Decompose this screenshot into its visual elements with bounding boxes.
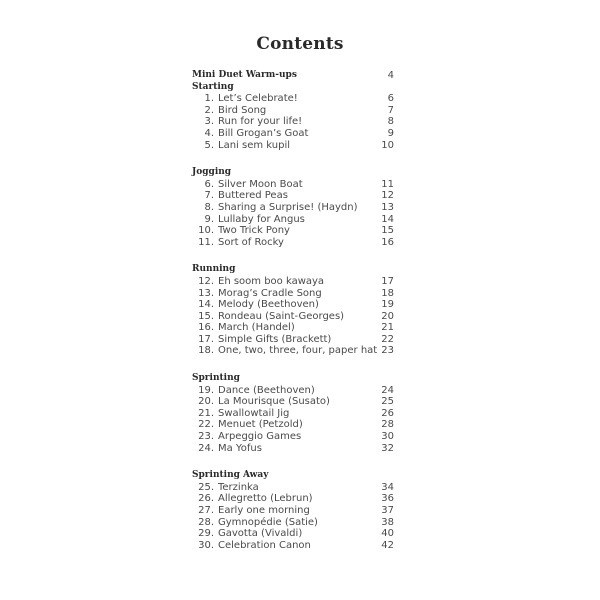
- page-title: Contents: [256, 34, 344, 54]
- section-heading-label: Starting: [192, 81, 234, 92]
- toc-section-running: [192, 264, 402, 357]
- toc-entry: [192, 288, 402, 300]
- entry-title: La Mourisque (Susato): [218, 396, 330, 408]
- page-number: 15: [381, 225, 394, 237]
- toc-entry: [192, 334, 402, 346]
- entry-title: Lani sem kupil: [218, 139, 291, 151]
- entry-title: Bird Song: [218, 104, 267, 116]
- page-number: 34: [381, 481, 394, 493]
- section-heading-label: Running: [192, 264, 236, 275]
- page-number: 16: [381, 236, 394, 248]
- page-number: 19: [381, 299, 394, 311]
- page-number: 28: [381, 419, 394, 431]
- entry-title: Bill Grogan’s Goat: [218, 127, 309, 139]
- table-of-contents: [192, 70, 402, 551]
- toc-entry: [192, 431, 402, 443]
- entry-title: Buttered Peas: [218, 190, 288, 202]
- toc-entry: [192, 179, 402, 191]
- toc-section-starting: [192, 82, 402, 152]
- entry-title: March (Handel): [218, 322, 295, 334]
- toc-entry: [192, 237, 402, 249]
- entry-title: Gavotta (Vivaldi): [218, 528, 303, 540]
- toc-entry: [192, 493, 402, 505]
- page-number: 18: [381, 287, 394, 299]
- entry-title: Swallowtail Jig: [218, 407, 290, 419]
- entry-number: 13.: [198, 287, 214, 299]
- section-heading: [192, 167, 402, 179]
- page-number: 6: [387, 93, 394, 105]
- entry-number: 18.: [198, 345, 214, 357]
- page-number: 25: [381, 396, 394, 408]
- page-number: 14: [381, 213, 394, 225]
- entry-number: 23.: [198, 431, 214, 443]
- entry-number: 8.: [204, 201, 214, 213]
- entry-title: Silver Moon Boat: [218, 178, 303, 190]
- section-heading-label: Sprinting: [192, 373, 240, 384]
- section-heading-label: Jogging: [192, 167, 232, 178]
- page-number: 32: [381, 442, 394, 454]
- toc-section-sprinting: [192, 373, 402, 454]
- toc-entry: [192, 116, 402, 128]
- page-number: 10: [381, 139, 394, 151]
- entry-title: Two Trick Pony: [218, 225, 290, 237]
- entry-number: 10.: [198, 225, 214, 237]
- page-number: 21: [381, 322, 394, 334]
- toc-entry: [192, 105, 402, 117]
- entry-number: 30.: [198, 539, 214, 551]
- toc-entry: [192, 540, 402, 552]
- entry-title: Celebration Canon: [218, 539, 311, 551]
- entry-title: Simple Gifts (Brackett): [218, 333, 332, 345]
- toc-entry: [192, 528, 402, 540]
- entry-number: 1.: [204, 93, 214, 105]
- entry-number: 2.: [204, 104, 214, 116]
- toc-entry: [192, 190, 402, 202]
- toc-entry: [192, 225, 402, 237]
- toc-entry: [192, 214, 402, 226]
- entry-number: 22.: [198, 419, 214, 431]
- section-heading: [192, 264, 402, 276]
- toc-entry: [192, 517, 402, 529]
- entry-number: 21.: [198, 407, 214, 419]
- section-heading: [192, 373, 402, 385]
- entry-number: 28.: [198, 516, 214, 528]
- page-number: 12: [381, 190, 394, 202]
- toc-entry: [192, 93, 402, 105]
- toc-section-intro: [192, 70, 402, 82]
- toc-entry: [192, 482, 402, 494]
- entry-number: 6.: [204, 178, 214, 190]
- entry-number: 11.: [198, 236, 214, 248]
- entry-number: 5.: [204, 139, 214, 151]
- entry-number: 9.: [204, 213, 214, 225]
- page-number: 23: [381, 345, 394, 357]
- toc-entry: [192, 419, 402, 431]
- toc-entry: [192, 311, 402, 323]
- page-number: 7: [387, 104, 394, 116]
- toc-section-sprinting-away: [192, 470, 402, 551]
- entry-number: 12.: [198, 275, 214, 287]
- toc-entry: [192, 385, 402, 397]
- entry-title: Dance (Beethoven): [218, 384, 315, 396]
- toc-entry: [192, 408, 402, 420]
- entry-title: One, two, three, four, paper hat: [218, 345, 378, 357]
- entry-title: Sharing a Surprise! (Haydn): [218, 201, 358, 213]
- page-number: 13: [381, 201, 394, 213]
- page-number: 22: [381, 333, 394, 345]
- entry-title: Arpeggio Games: [218, 431, 302, 443]
- page-number: 11: [381, 178, 394, 190]
- entry-number: 20.: [198, 396, 214, 408]
- entry-number: 26.: [198, 493, 214, 505]
- section-heading: [192, 82, 402, 94]
- entry-title: Morag’s Cradle Song: [218, 287, 322, 299]
- toc-entry: [192, 443, 402, 455]
- page-number: 38: [381, 516, 394, 528]
- page-number: 36: [381, 493, 394, 505]
- entry-number: 16.: [198, 322, 214, 334]
- entry-title: Early one morning: [218, 505, 310, 516]
- page-number: 30: [381, 431, 394, 443]
- page-number: 8: [387, 116, 394, 128]
- toc-entry: [192, 345, 402, 357]
- toc-entry: [192, 128, 402, 140]
- entry-number: 4.: [204, 127, 214, 139]
- entry-number: 7.: [204, 190, 214, 202]
- page-number: 9: [387, 127, 394, 139]
- page-number: 20: [381, 310, 394, 322]
- toc-entry: [192, 322, 402, 334]
- section-heading: [192, 470, 402, 482]
- entry-title: Run for your life!: [218, 116, 303, 128]
- entry-title: Ma Yofus: [218, 442, 262, 454]
- entry-number: 3.: [204, 116, 214, 128]
- entry-title: Terzinka: [218, 481, 259, 493]
- page-number: 24: [381, 384, 394, 396]
- entry-title: Sort of Rocky: [218, 236, 284, 248]
- toc-entry: [192, 299, 402, 311]
- section-heading-label: Sprinting Away: [192, 470, 269, 481]
- entry-number: 17.: [198, 333, 214, 345]
- entry-title: Gymnopédie (Satie): [218, 516, 318, 528]
- toc-entry: [192, 505, 402, 517]
- toc-entry: [192, 202, 402, 214]
- entry-number: 14.: [198, 299, 214, 311]
- section-heading: Mini Duet Warm-ups: [192, 70, 297, 80]
- entry-number: 29.: [198, 528, 214, 540]
- entry-title: Rondeau (Saint-Georges): [218, 310, 345, 322]
- entry-number: 27.: [198, 505, 214, 516]
- entry-title: Menuet (Petzold): [218, 419, 303, 431]
- page-number: 4: [387, 70, 394, 81]
- page-number: 40: [381, 528, 394, 540]
- entry-number: 24.: [198, 442, 214, 454]
- entry-title: Allegretto (Lebrun): [218, 493, 313, 505]
- entry-number: 19.: [198, 384, 214, 396]
- entry-title: Let’s Celebrate!: [218, 93, 298, 105]
- toc-entry: [192, 140, 402, 152]
- page-number: 26: [381, 407, 394, 419]
- toc-entry: [192, 396, 402, 408]
- page-number: 37: [381, 505, 394, 516]
- toc-section-jogging: [192, 167, 402, 248]
- toc-entry-mini-duet-warm-ups: [192, 70, 402, 82]
- toc-entry: [192, 276, 402, 288]
- entry-number: 25.: [198, 481, 214, 493]
- entry-title: Eh soom boo kawaya: [218, 275, 325, 287]
- entry-number: 15.: [198, 310, 214, 322]
- page-number: 17: [381, 275, 394, 287]
- entry-title: Melody (Beethoven): [218, 299, 319, 311]
- page-number: 42: [381, 539, 394, 551]
- entry-title: Lullaby for Angus: [218, 213, 305, 225]
